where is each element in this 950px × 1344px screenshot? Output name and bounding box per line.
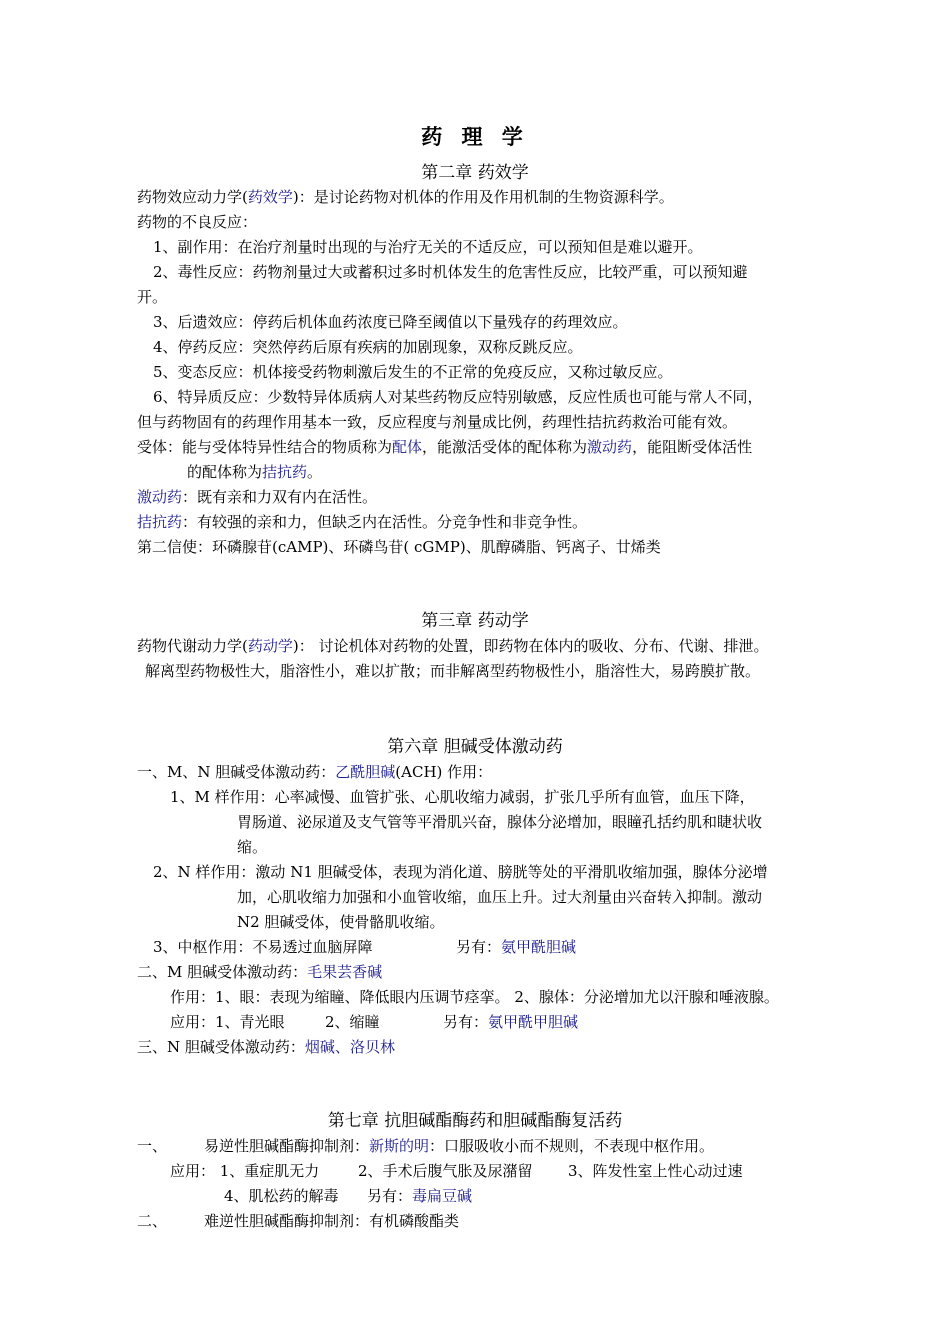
term-pilocarpine: 毛果芸香碱: [307, 963, 383, 981]
ch3-definition: 药物代谢动力学(药动学)： 讨论机体对药物的处置，即药物在体内的吸收、分布、代谢、排泄。: [137, 637, 769, 655]
pilocarpine-use-1: 应用：1、青光眼: [170, 1013, 285, 1031]
adverse-item-2: 2、毒性反应：药物剂量过大或蓄积过多时机体发生的危害性反应，比较严重，可以预知避: [153, 263, 748, 281]
n-effect-line-2: 加，心肌收缩力加强和小血管收缩，血压上升。过大剂量由兴奋转入抑制。激动: [237, 888, 763, 906]
ch7-section-1: 易逆性胆碱酯酶抑制剂：新斯的明：口服吸收小而不规则，不表现中枢作用。: [204, 1137, 715, 1155]
ch6-section-1: 一、M、N 胆碱受体激动药：乙酰胆碱(ACH) 作用：: [137, 763, 493, 781]
term-bethanechol: 氨甲酰甲胆碱: [488, 1013, 579, 1031]
receptor-definition: 受体：能与受体特异性结合的物质称为配体，能激活受体的配体称为激动药，能阻断受体活性: [137, 438, 753, 456]
ch2-definition: 药物效应动力学(药效学)：是讨论药物对机体的作用及作用机制的生物资源科学。: [137, 188, 674, 206]
term-carbachol: 氨甲酰胆碱: [501, 938, 577, 956]
adverse-item-3: 3、后遗效应：停药后机体血药浓度已降至阈值以下量残存的药理效应。: [153, 313, 628, 331]
n-effect-line-1: 2、N 样作用：激动 N1 胆碱受体，表现为消化道、膀胱等处的平滑肌收缩加强，腺体分泌增: [153, 863, 768, 881]
adverse-item-1: 1、副作用：在治疗剂量时出现的与治疗无关的不适反应，可以预知但是难以避开。: [153, 238, 703, 256]
pilocarpine-use-2: 2、缩瞳: [325, 1013, 380, 1031]
neostigmine-use-1: 应用： 1、重症肌无力: [170, 1162, 320, 1180]
ch6-section-2: 二、M 胆碱受体激动药：毛果芸香碱: [137, 963, 383, 981]
n-effect-line-3: N2 胆碱受体，使骨骼肌收缩。: [237, 913, 445, 931]
ch6-section-3: 三、N 胆碱受体激动药：烟碱、洛贝林: [137, 1038, 395, 1056]
pilocarpine-action: 作用：1、眼：表现为缩瞳、降低眼内压调节痉挛。 2、腺体：分泌增加尤以汗腺和唾液腺。: [170, 988, 779, 1006]
document-title: 药 理 学: [421, 124, 529, 149]
term-lobeline: 洛贝林: [349, 1038, 395, 1056]
second-messenger: 第二信使：环磷腺苷(cAMP)、环磷鸟苷( cGMP)、肌醇磷脂、钙离子、廿烯类: [137, 538, 661, 556]
term-pharmacokinetics: 药动学: [247, 637, 293, 655]
chapter-7-heading: 第七章 抗胆碱酯酶药和胆碱酯酶复活药: [327, 1111, 623, 1131]
term-agonist: 激动药: [587, 438, 633, 456]
term-nicotine: 烟碱: [304, 1038, 335, 1056]
adverse-item-6: 6、特异质反应：少数特异体质病人对某些药物反应特别敏感，反应性质也可能与常人不同，: [153, 388, 763, 406]
adverse-item-2-cont: 开。: [137, 288, 168, 306]
adverse-reactions-title: 药物的不良反应：: [137, 213, 258, 231]
term-ligand: 配体: [392, 438, 423, 456]
ch7-section-2-number: 二、: [137, 1212, 168, 1230]
neostigmine-use-4: 4、肌松药的解毒: [224, 1187, 339, 1205]
adverse-item-5: 5、变态反应：机体接受药物刺激后发生的不正常的免疫反应，又称过敏反应。: [153, 363, 673, 381]
receptor-definition-cont: 的配体称为拮抗药。: [187, 463, 323, 481]
term-antagonist: 拮抗药: [262, 463, 308, 481]
pilocarpine-also: 另有：氨甲酰甲胆碱: [443, 1013, 579, 1031]
ch7-section-2: 难逆性胆碱酯酶抑制剂：有机磷酸酯类: [204, 1212, 460, 1230]
neostigmine-also: 另有：毒扁豆碱: [367, 1187, 473, 1205]
chapter-6-heading: 第六章 胆碱受体激动药: [387, 737, 563, 757]
term-pharmacodynamics: 药效学: [247, 188, 293, 206]
term-acetylcholine: 乙酰胆碱: [335, 763, 396, 781]
m-effect-line-2: 胃肠道、泌尿道及支气管等平滑肌兴奋，腺体分泌增加，眼瞳孔括约肌和睫状收: [237, 813, 763, 831]
agonist-definition: 激动药：既有亲和力双有内在活性。: [137, 488, 378, 506]
term-physostigmine: 毒扁豆碱: [412, 1187, 473, 1205]
neostigmine-use-3: 3、阵发性室上性心动过速: [568, 1162, 743, 1180]
chapter-3-heading: 第三章 药动学: [421, 611, 529, 631]
central-also: 另有：氨甲酰胆碱: [456, 938, 577, 956]
antagonist-definition: 拮抗药：有较强的亲和力，但缺乏内在活性。分竞争性和非竞争性。: [137, 513, 588, 531]
adverse-item-4: 4、停药反应：突然停药后原有疾病的加剧现象，双称反跳反应。: [153, 338, 583, 356]
ch3-note: 解离型药物极性大，脂溶性小，难以扩散；而非解离型药物极性小，脂溶性大，易跨膜扩散。: [145, 662, 761, 680]
ch7-section-1-number: 一、: [137, 1137, 168, 1155]
adverse-item-6-cont: 但与药物固有的药理作用基本一致，反应程度与剂量成比例，药理性拮抗药救治可能有效。: [137, 413, 738, 431]
chapter-2-heading: 第二章 药效学: [421, 163, 529, 183]
term-neostigmine: 新斯的明: [369, 1137, 430, 1155]
neostigmine-use-2: 2、手术后腹气胀及尿潴留: [358, 1162, 533, 1180]
m-effect-line-1: 1、M 样作用：心率减慢、血管扩张、心肌收缩力减弱，扩张几乎所有血管，血压下降，: [170, 788, 755, 806]
m-effect-line-3: 缩。: [237, 838, 268, 856]
central-effect: 3、中枢作用：不易透过血脑屏障: [153, 938, 373, 956]
